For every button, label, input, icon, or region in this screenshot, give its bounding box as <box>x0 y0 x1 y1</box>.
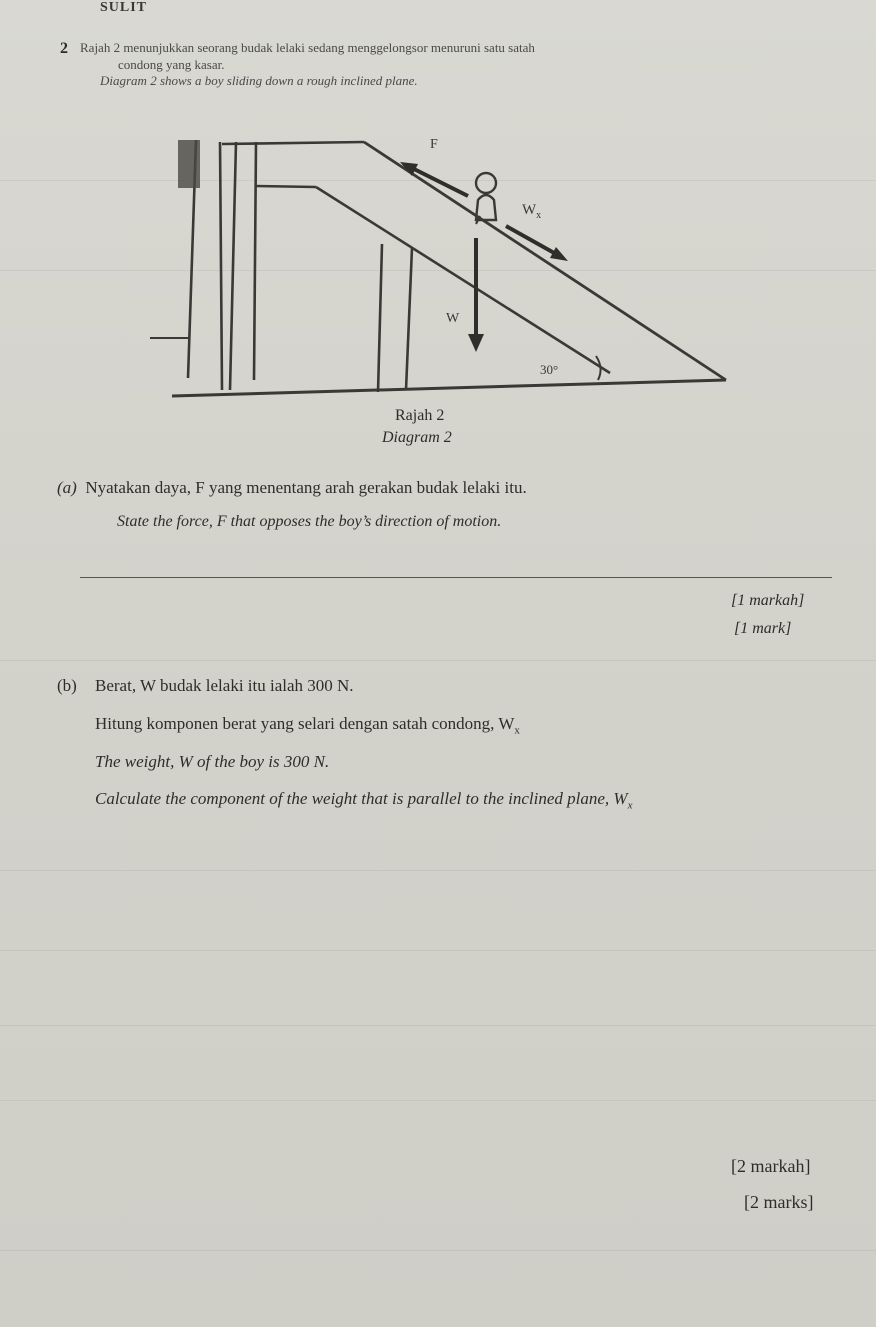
tower-post-left <box>220 142 222 390</box>
boy-figure <box>476 173 496 224</box>
part-a-answer-line[interactable] <box>80 577 832 578</box>
support-leg-left <box>378 244 382 392</box>
part-a-marks-en: [1 mark] <box>734 620 792 637</box>
intro-text-ms-line2: condong yang kasar. <box>118 57 225 72</box>
platform-lower-line <box>256 186 316 187</box>
part-a-marks-ms: [1 markah] <box>731 592 805 609</box>
label-weight: W <box>446 311 460 326</box>
platform-top-line <box>222 142 364 144</box>
parallel-arrow-head <box>550 247 568 261</box>
part-a-text-ms: Nyatakan daya, F yang menentang arah gerakan budak lelaki itu. <box>85 478 527 497</box>
tower-post-right <box>230 142 236 390</box>
part-b-text-ms-line1: Berat, W budak lelaki itu ialah 300 N. <box>95 676 354 695</box>
tower-shadow <box>178 140 200 188</box>
diagram-caption-ms: Rajah 2 <box>395 407 445 424</box>
part-b-marks-en: [2 marks] <box>744 1192 814 1212</box>
label-friction: F <box>430 137 438 152</box>
weight-arrow-head <box>468 334 484 352</box>
part-a-question-ms <box>57 478 527 498</box>
page-texture-line <box>0 1100 876 1101</box>
part-b-text-en-line1: The weight, W of the boy is 300 N. <box>95 752 330 771</box>
intro-text-en: Diagram 2 shows a boy sliding down a rough inclined plane. <box>100 73 418 88</box>
page-header: SULIT <box>100 0 148 15</box>
label-angle: 30° <box>540 362 559 377</box>
part-b-text-ms-line2: Hitung komponen berat yang selari dengan satah condong, $W_x$ <box>95 714 520 737</box>
page-texture-line <box>0 950 876 951</box>
slide-top-surface <box>364 142 726 380</box>
tower-post-right-outer <box>254 142 256 380</box>
part-b-text-en-line2: Calculate the component of the weight that is parallel to the inclined plane, $W_x$ <box>95 789 633 812</box>
part-b-label: (b) <box>57 676 77 695</box>
label-parallel-component: $W_x$ <box>522 202 542 221</box>
page-texture-line <box>0 1250 876 1251</box>
angle-arc <box>596 356 601 380</box>
ground-line <box>172 380 726 396</box>
page-texture-line <box>0 870 876 871</box>
part-a-label: (a) <box>57 478 77 497</box>
inclined-plane-diagram <box>150 128 750 458</box>
intro-text-ms-line1: Rajah 2 menunjukkan seorang budak lelaki sedang menggelongsor menuruni satu satah <box>80 40 535 55</box>
page-texture-line <box>0 1025 876 1026</box>
diagram-caption-en: Diagram 2 <box>382 429 452 446</box>
question-number: 2 <box>60 40 68 57</box>
part-b-marks-ms: [2 markah] <box>731 1156 811 1176</box>
support-leg-right <box>406 248 412 390</box>
slide-underside <box>316 187 610 373</box>
page-texture-line <box>0 660 876 661</box>
part-a-question-en: State the force, F that opposes the boy’s direction of motion. <box>117 513 502 530</box>
